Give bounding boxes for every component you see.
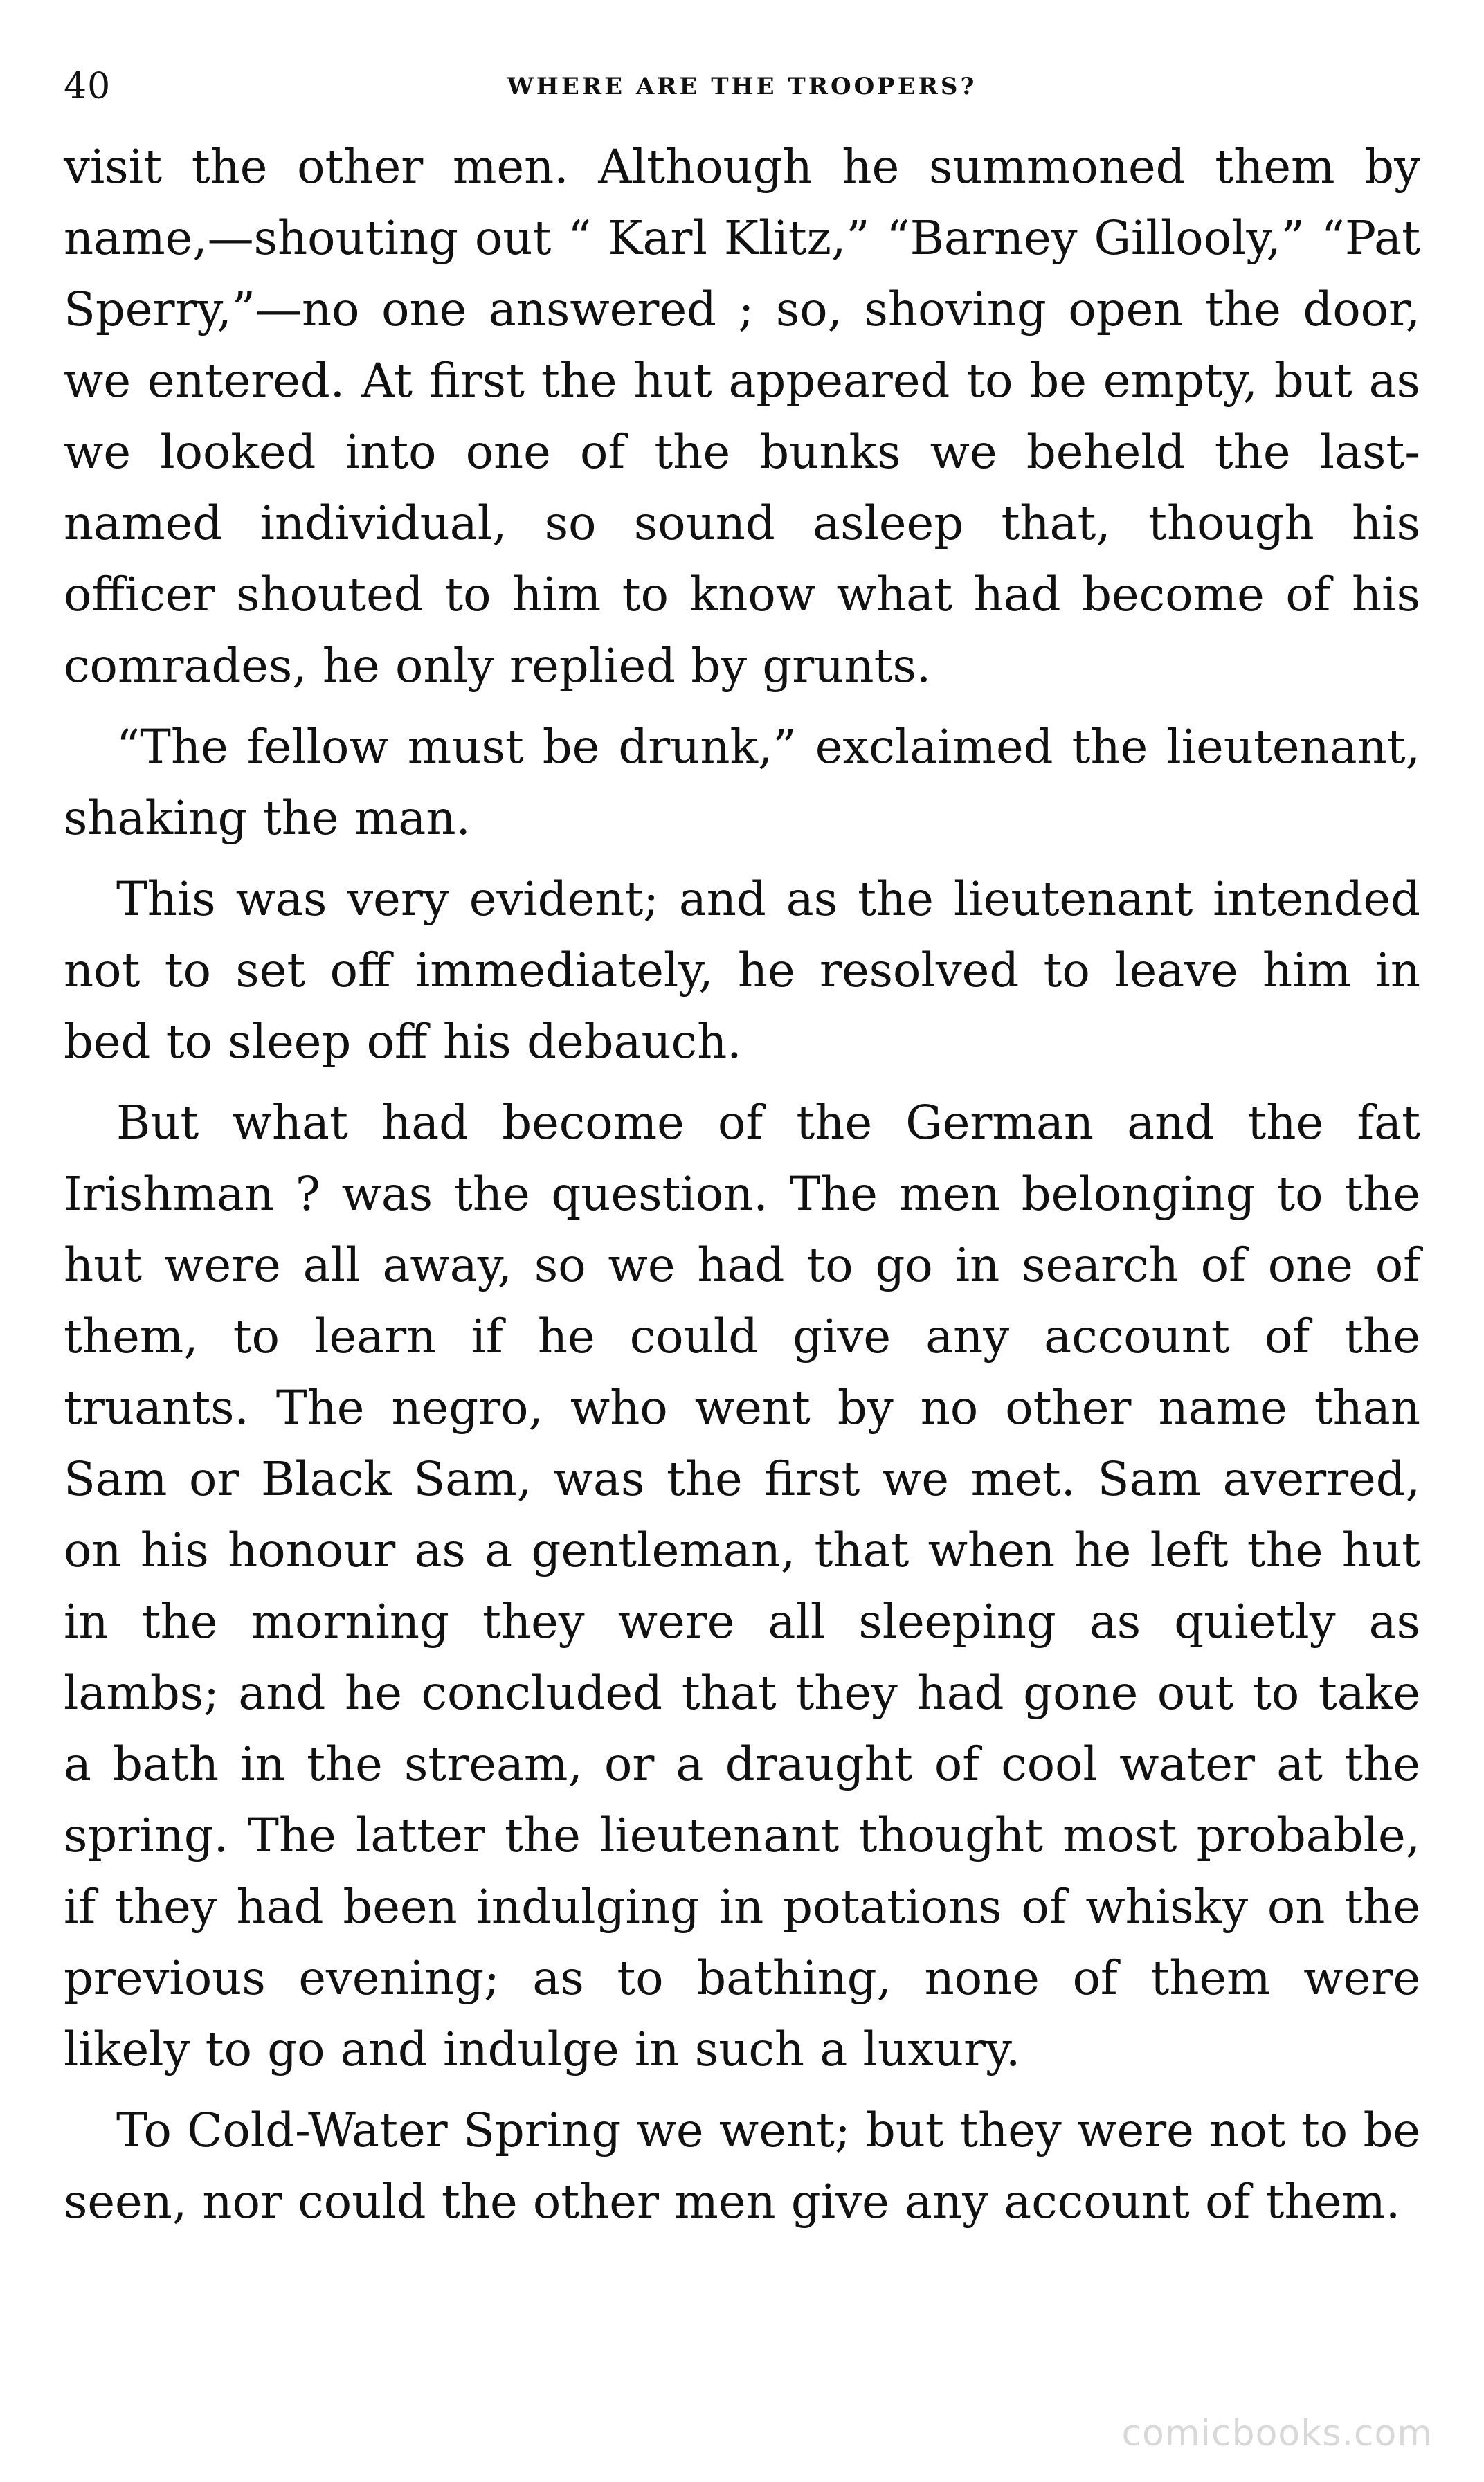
paragraph: This was very evident; and as the lieutenant intended not to set off immediately, he resolved to leave him in bed to sleep off his debauch. [64, 872, 1420, 1069]
page-number: 40 [64, 66, 111, 107]
paragraph: To Cold-Water Spring we went; but they were not to be seen, nor could the other men give any account of them. [64, 2103, 1420, 2229]
paragraph-continued: visit the other men. Although he summoned them by name,—shouting out “ Karl Klitz,” “Barney Gillooly,” “Pat Sperry,”—no one answered ; so, shoving open the door, we entered. At first the hut appeared to be empty, but as we looked into one of the bunks we beheld the last-named individual, so sound asleep that, though his officer shouted to him to know what had become of his comrades, he only replied by grunts. [64, 140, 1420, 693]
running-head [64, 48, 1420, 125]
watermark: comicbooks.com [1121, 2413, 1433, 2454]
body-text [64, 132, 1420, 2238]
book-page [64, 48, 1420, 2429]
paragraph: But what had become of the German and the fat Irishman ? was the question. The men belonging to the hut were all away, so we had to go in search of one of them, to learn if he could give any account of the truants. The negro, who went by no other name than Sam or Black Sam, was the first we met. Sam averred, on his honour as a gentleman, that when he left the hut in the morning they were all sleeping as quietly as lambs; and he concluded that they had gone out to take a bath in the stream, or a draught of cool water at the spring. The latter the lieutenant thought most probable, if they had been indulging in potations of whisky on the previous evening; as to bathing, none of them were likely to go and indulge in such a luxury. [64, 1096, 1420, 2076]
running-title: WHERE ARE THE TROOPERS? [507, 73, 977, 100]
paragraph: “The fellow must be drunk,” exclaimed the lieutenant, shaking the man. [64, 720, 1420, 845]
